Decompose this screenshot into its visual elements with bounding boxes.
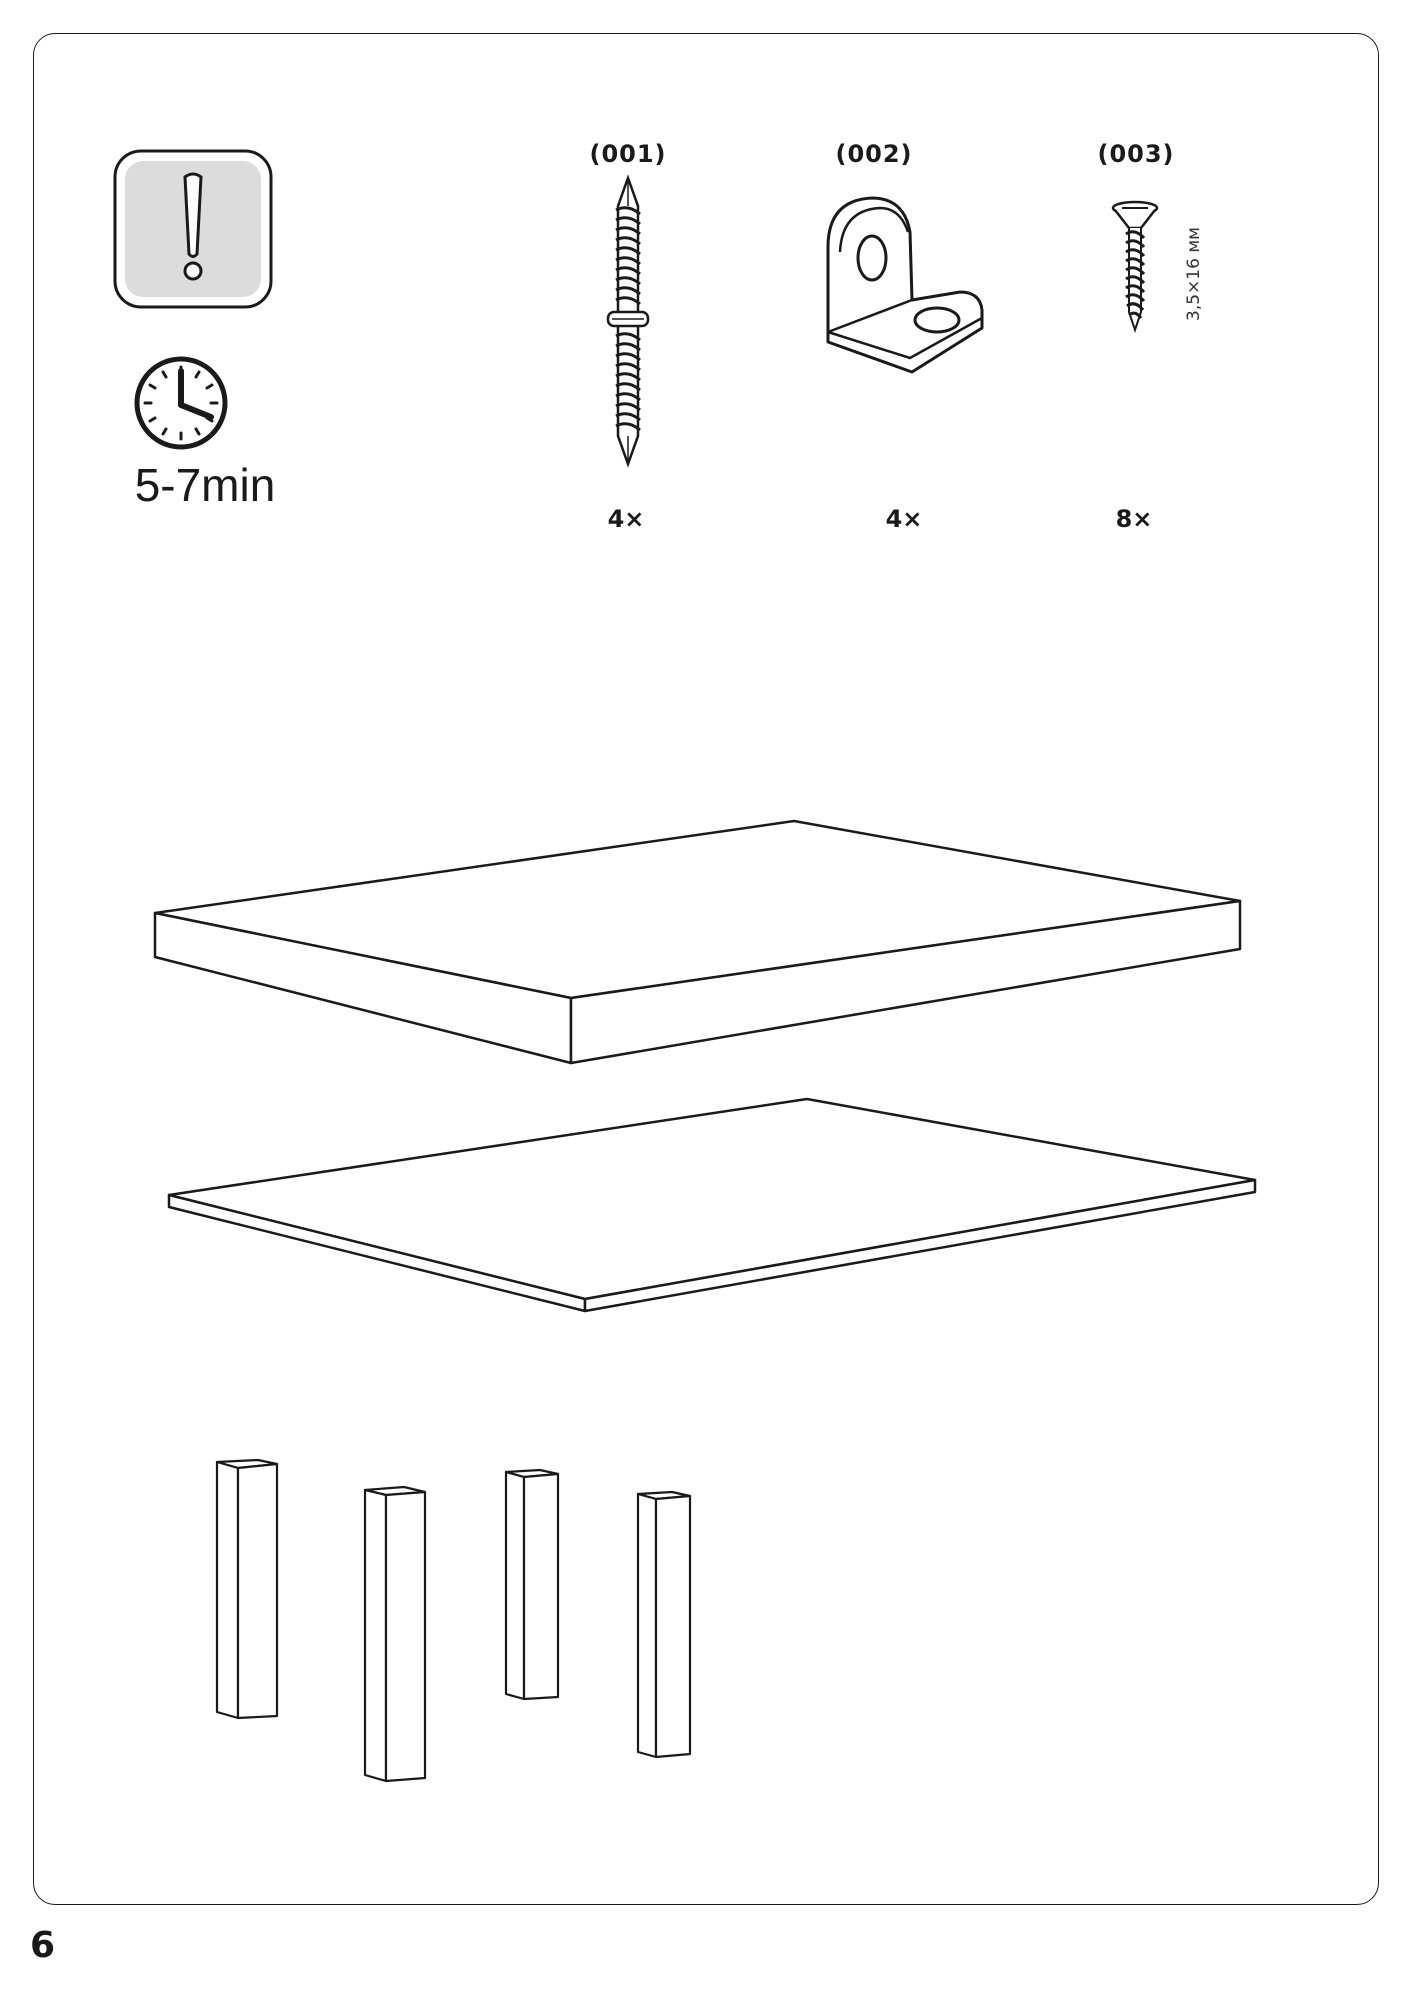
leg-4: [634, 1490, 696, 1760]
part-code-001: (001): [589, 140, 667, 168]
screw-size-label: 3,5×16 мм: [1184, 227, 1204, 321]
bottom-panel: [165, 1095, 1265, 1315]
leg-2: [360, 1485, 430, 1785]
leg-3: [502, 1468, 564, 1703]
clock-icon: [133, 355, 229, 451]
part-qty-003: 8×: [1115, 505, 1153, 533]
hanger-bolt-icon: [598, 176, 658, 466]
leg-1: [212, 1458, 282, 1723]
part-qty-001: 4×: [607, 505, 645, 533]
part-qty-002: 4×: [885, 505, 923, 533]
angle-bracket-icon: [820, 192, 990, 382]
assembly-time: 5-7min: [134, 459, 276, 511]
part-code-002: (002): [835, 140, 913, 168]
part-code-003: (003): [1097, 140, 1175, 168]
page-number: 6: [30, 1925, 56, 1966]
tabletop-panel: [150, 815, 1250, 1075]
wood-screw-icon: [1110, 200, 1160, 332]
warning-badge: [113, 149, 273, 309]
